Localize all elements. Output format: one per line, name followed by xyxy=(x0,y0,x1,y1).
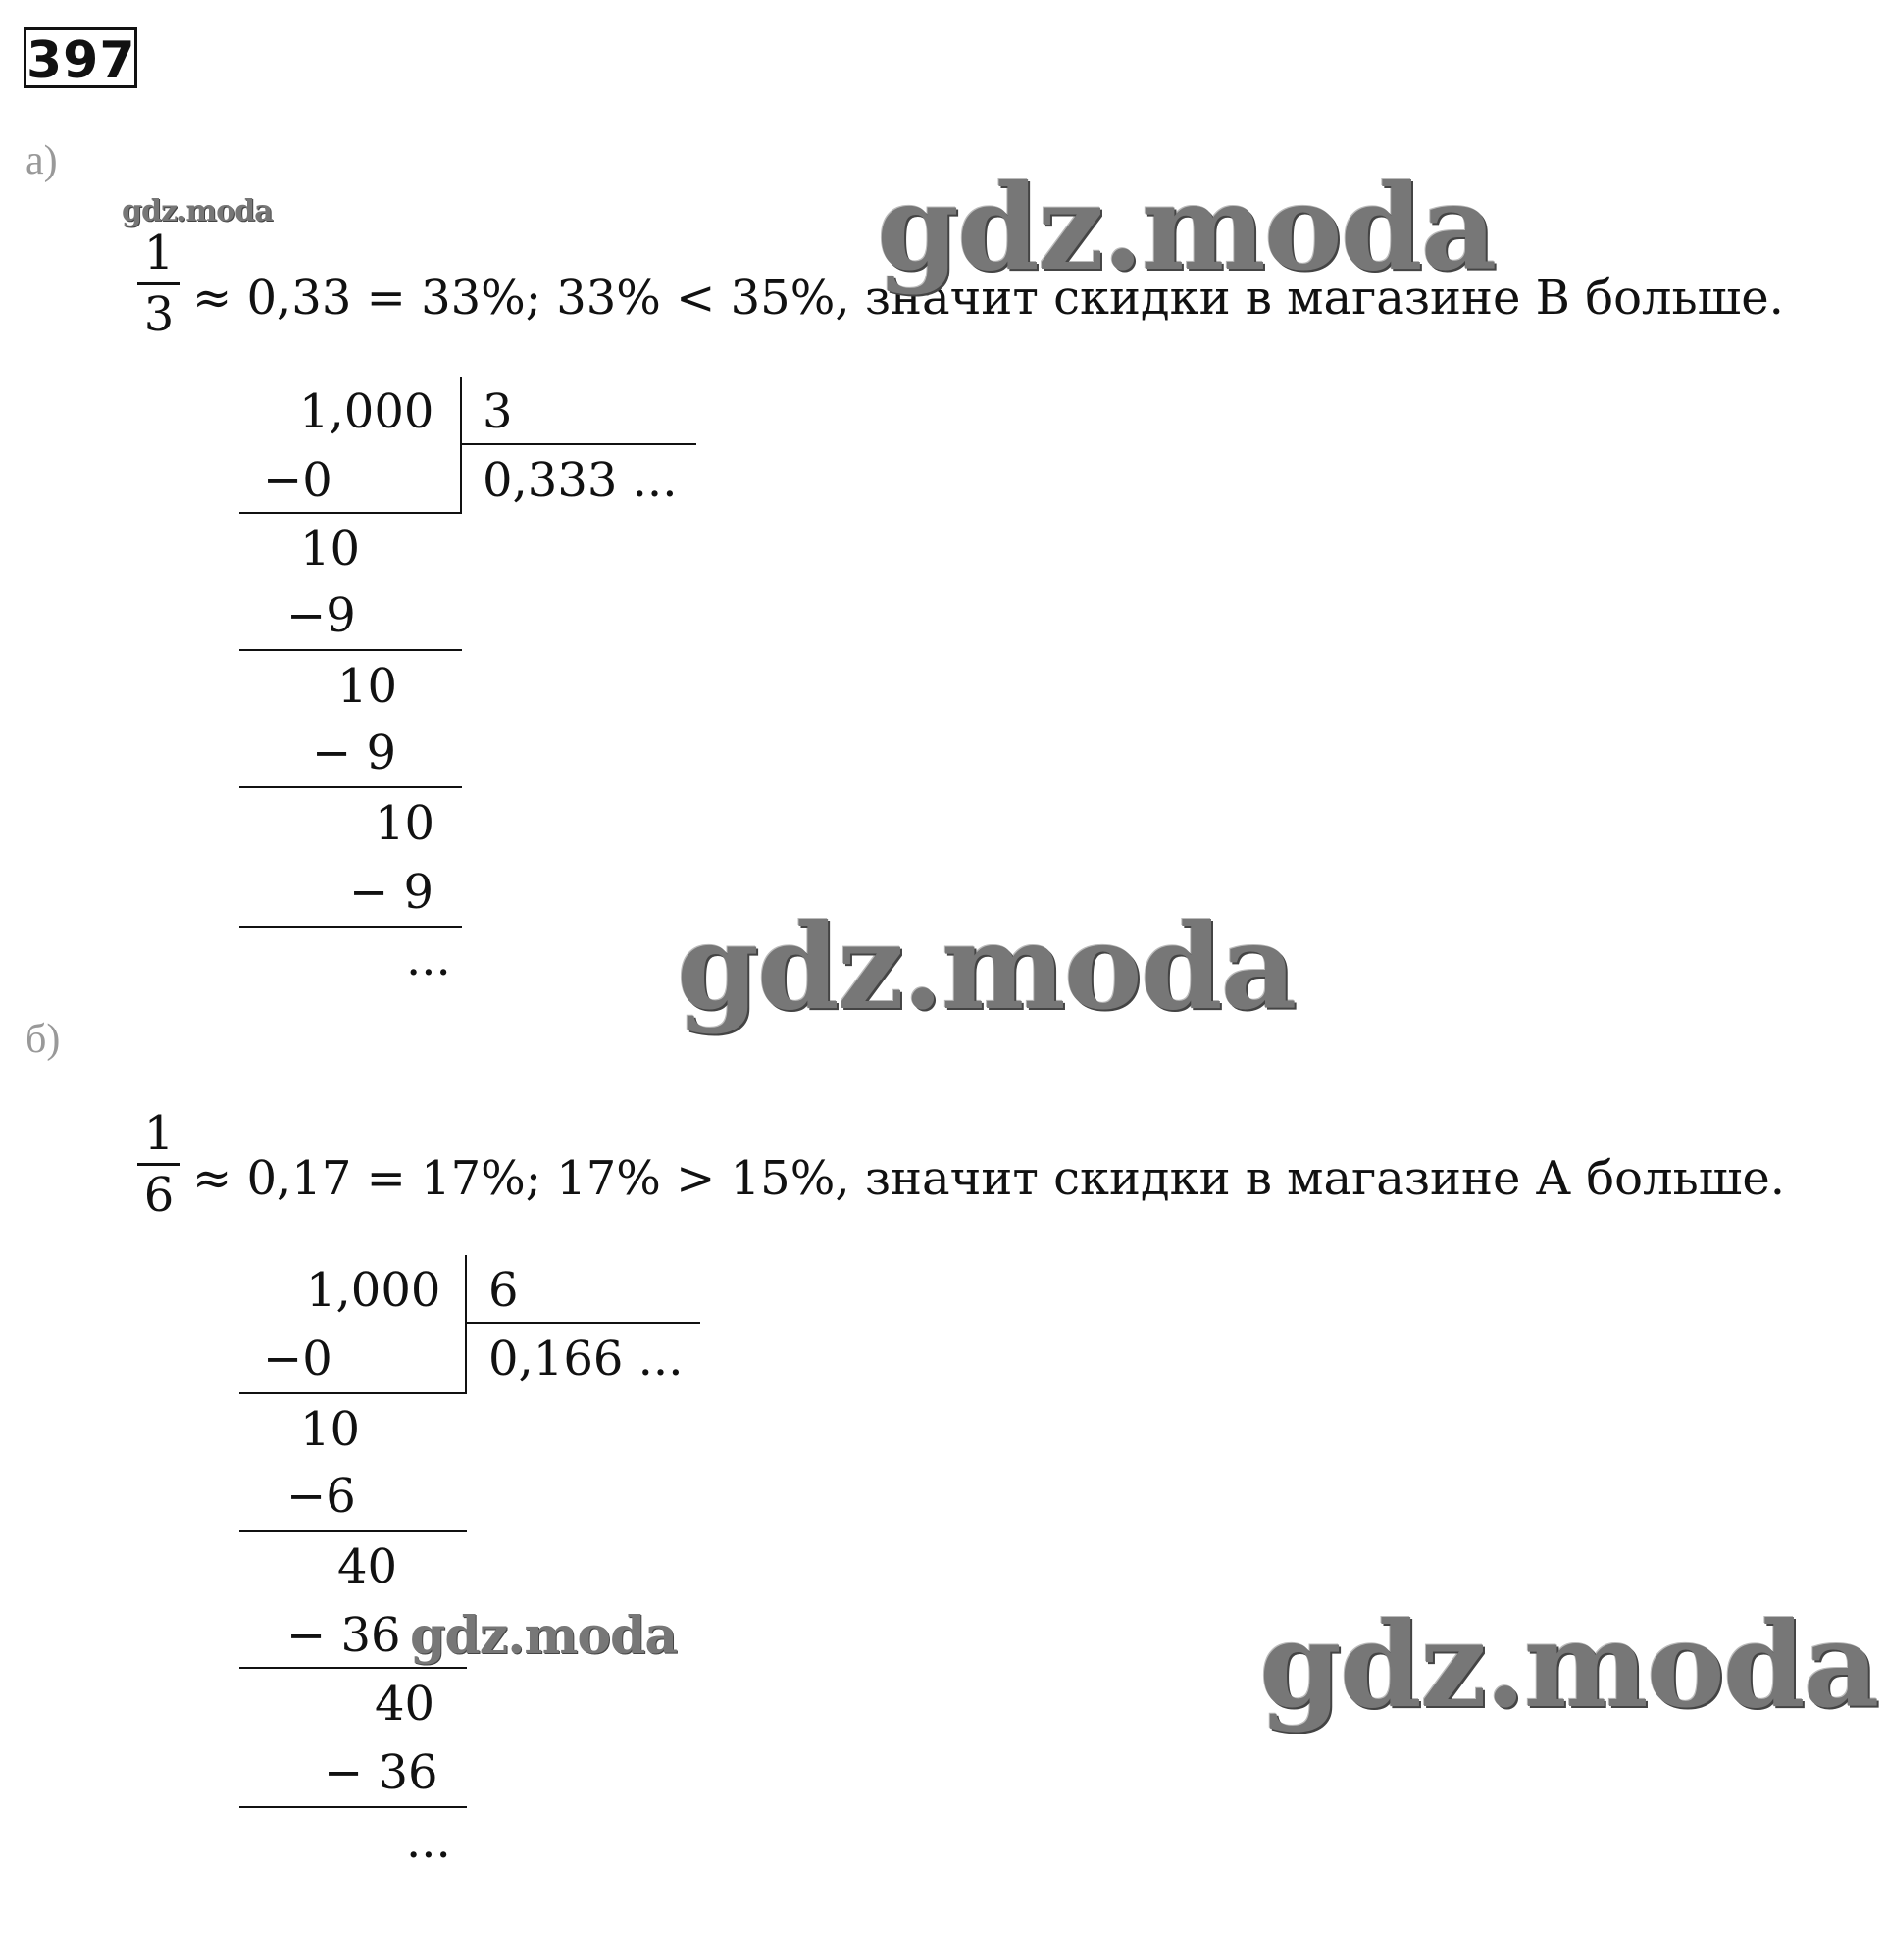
part-b-divisor: 6 xyxy=(488,1263,519,1318)
watermark: gdz.moda xyxy=(122,194,273,228)
part-a-dividend: 1,000 xyxy=(299,384,434,439)
part-a-numerator: 1 xyxy=(143,226,175,280)
step-underline xyxy=(239,1530,467,1532)
part-b-numerator: 1 xyxy=(143,1106,175,1161)
part-b-step: − 36 xyxy=(324,1745,438,1800)
part-a-step: − 9 xyxy=(312,726,397,780)
step-underline xyxy=(239,1667,467,1669)
part-a-step: 10 xyxy=(300,522,361,577)
watermark: gdz.moda xyxy=(877,159,1496,297)
part-a-statement: ≈ 0,33 = 33%; 33% < 35%, значит скидки в магазине В больше. xyxy=(192,271,1784,326)
part-a-quotient: 0,333 ... xyxy=(483,453,678,508)
part-a-step: 10 xyxy=(337,659,398,714)
part-b-fraction xyxy=(137,1108,180,1221)
division-vertical-rule xyxy=(465,1255,467,1394)
part-a-fraction xyxy=(137,227,180,340)
part-a-denominator: 3 xyxy=(143,287,175,342)
problem-number: 397 xyxy=(24,27,137,88)
divisor-underline xyxy=(460,443,696,445)
step-underline xyxy=(239,1806,467,1808)
part-a-step: −0 xyxy=(263,453,332,508)
part-a-step: − 9 xyxy=(349,865,434,920)
part-a-divisor: 3 xyxy=(483,384,513,439)
part-b-step: −0 xyxy=(263,1332,332,1386)
watermark: gdz.moda xyxy=(410,1606,678,1666)
part-a-label: а) xyxy=(25,138,58,183)
part-b-label: б) xyxy=(25,1017,61,1062)
watermark: gdz.moda xyxy=(1259,1596,1878,1734)
part-b-step: 40 xyxy=(375,1677,435,1732)
step-underline xyxy=(239,926,462,928)
step-underline xyxy=(239,512,462,514)
part-a-step: 10 xyxy=(375,796,435,851)
part-b-step: 10 xyxy=(300,1402,361,1457)
part-b-statement: ≈ 0,17 = 17%; 17% > 15%, значит скидки в магазине А больше. xyxy=(192,1151,1785,1206)
step-underline xyxy=(239,1392,467,1394)
divisor-underline xyxy=(465,1322,700,1324)
step-underline xyxy=(239,786,462,788)
part-a-step: −9 xyxy=(286,588,356,643)
division-vertical-rule xyxy=(460,377,462,514)
step-underline xyxy=(239,649,462,651)
watermark: gdz.moda xyxy=(677,898,1296,1036)
part-b-quotient: 0,166 ... xyxy=(488,1332,684,1386)
fraction-bar xyxy=(137,1163,180,1166)
part-b-step: 40 xyxy=(337,1539,398,1594)
part-b-step: ... xyxy=(406,1814,451,1869)
part-b-step: − 36 xyxy=(286,1608,401,1663)
part-b-denominator: 6 xyxy=(143,1168,175,1223)
part-a-step: ... xyxy=(406,931,451,986)
part-b-step: −6 xyxy=(286,1469,356,1524)
fraction-bar xyxy=(137,282,180,285)
part-b-dividend: 1,000 xyxy=(306,1263,441,1318)
